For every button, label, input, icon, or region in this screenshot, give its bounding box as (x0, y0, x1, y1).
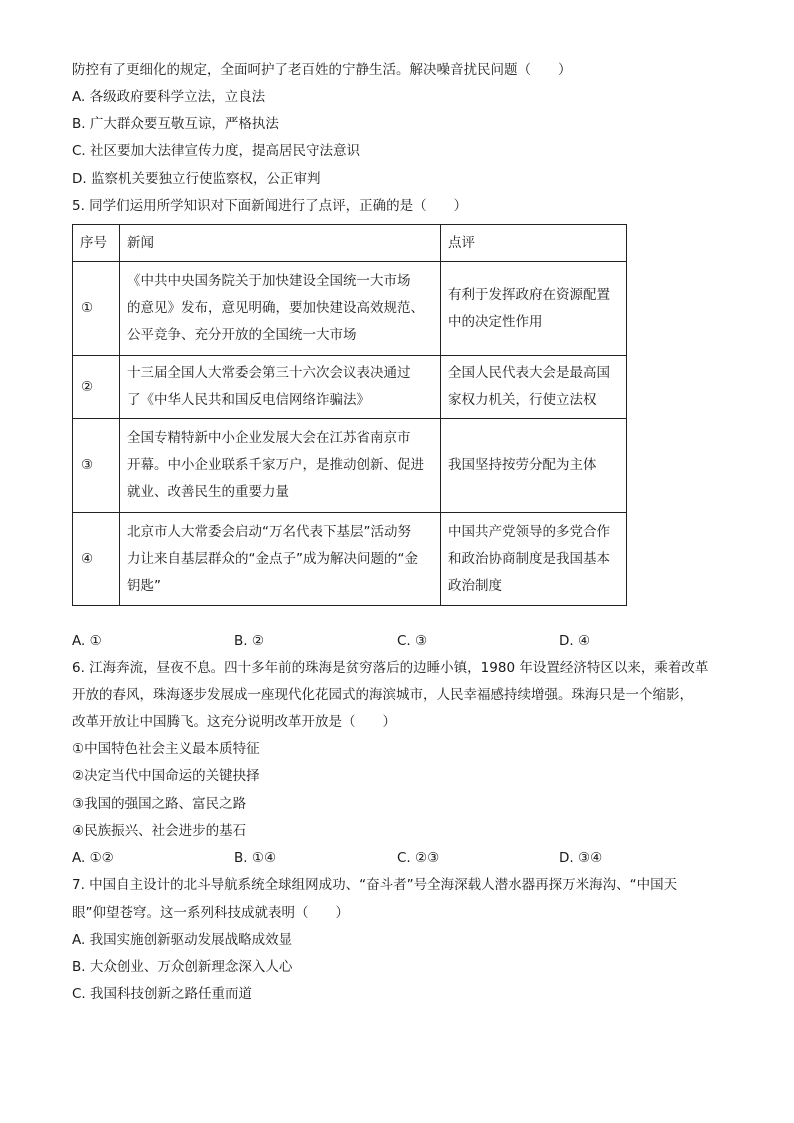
comment-line: 和政治协商制度是我国基本 (448, 550, 610, 567)
comment-line: 我国坚持按劳分配为主体 (448, 457, 597, 473)
q6-option-b: B. ①④ (234, 850, 277, 866)
news-line: 北京市人大常委会启动“万名代表下基层”活动努 (127, 523, 411, 540)
q5-option-b: B. ② (234, 633, 264, 649)
q4-option-a: A. 各级政府要科学立法，立良法 (72, 89, 266, 105)
q6-statement: ③我国的强国之路、富民之路 (72, 796, 247, 812)
row-number: ③ (73, 419, 120, 513)
q5-options (72, 632, 732, 650)
news-table (72, 224, 627, 606)
comment-line: 政治制度 (448, 577, 502, 594)
news-line: 开幕。中小企业联系千家万户，是推动创新、促进 (127, 457, 424, 473)
news-line: 的意见》发布，意见明确，要加快建设高效规范、 (127, 300, 424, 316)
news-line: 力让来自基层群众的“金点子”成为解决问题的“金 (127, 550, 418, 567)
header-number: 序号 (73, 225, 120, 262)
q6-option-a: A. ①② (72, 850, 114, 866)
q4-option-c: C. 社区要加大法律宣传力度，提高居民守法意识 (72, 143, 361, 159)
table-row (73, 356, 627, 419)
row-number: ④ (73, 513, 120, 606)
q6-statement: ①中国特色社会主义最本质特征 (72, 741, 260, 757)
comment-line: 全国人民代表大会是最高国 (448, 365, 610, 381)
news-line: 十三届全国人大常委会第三十六次会议表决通过 (127, 365, 411, 381)
row-number: ① (73, 262, 120, 356)
row-news (120, 419, 441, 513)
header-news: 新闻 (120, 225, 441, 262)
row-comment (441, 419, 627, 513)
q7-option-b: B. 大众创业、万众创新理念深入人心 (72, 959, 293, 975)
q6-stem-line: 开放的春风，珠海逐步发展成一座现代化花园式的海滨城市，人民幸福感持续增强。珠海只是一个缩影， (72, 687, 693, 703)
row-news (120, 356, 441, 419)
q7-option-a: A. 我国实施创新驱动发展战略成效显 (72, 932, 293, 948)
q7-stem-line: 眼”仰望苍穹。这一系列科技成就表明（ ） (72, 905, 349, 921)
news-line: 就业、改善民生的重要力量 (127, 484, 289, 500)
news-line: 钥匙” (127, 577, 161, 594)
news-line: 《中共中央国务院关于加快建设全国统一大市场 (127, 273, 411, 289)
comment-line: 中国共产党领导的多党合作 (448, 523, 610, 540)
q6-option-c: C. ②③ (397, 850, 440, 866)
row-comment (441, 262, 627, 356)
comment-line: 中的决定性作用 (448, 313, 543, 330)
news-line: 全国专精特新中小企业发展大会在江苏省南京市 (127, 430, 411, 446)
table-header-row (73, 225, 627, 262)
table-row (73, 419, 627, 513)
q4-option-b: B. 广大群众要互敬互谅，严格执法 (72, 116, 279, 132)
news-line: 公平竞争、充分开放的全国统一大市场 (127, 327, 357, 343)
comment-line: 家权力机关，行使立法权 (448, 392, 597, 408)
q6-options (72, 849, 732, 867)
q5-option-a: A. ① (72, 633, 102, 649)
q4-stem-tail: 防控有了更细化的规定，全面呵护了老百姓的宁静生活。解决噪音扰民问题（ ） (72, 62, 572, 78)
row-comment (441, 513, 627, 606)
q6-statement: ④民族振兴、社会进步的基石 (72, 823, 247, 839)
q6-stem-line: 6. 江海奔流，昼夜不息。四十多年前的珠海是贫穷落后的边睡小镇，1980 年设置经济特区以来，乘着改革 (72, 660, 709, 676)
news-line: 了《中华人民共和国反电信网络诈骗法》 (127, 392, 370, 408)
q7-option-c: C. 我国科技创新之路任重而道 (72, 986, 253, 1002)
q6-statement: ②决定当代中国命运的关键抉择 (72, 768, 260, 784)
header-comment: 点评 (441, 225, 627, 262)
row-news (120, 262, 441, 356)
comment-line: 有利于发挥政府在资源配置 (448, 286, 610, 303)
q7-stem-line: 7. 中国自主设计的北斗导航系统全球组网成功、“奋斗者”号全海深载人潜水器再探万米海沟、“中国天 (72, 877, 678, 893)
q6-stem-line: 改革开放让中国腾飞。这充分说明改革开放是（ ） (72, 714, 396, 730)
row-number: ② (73, 356, 120, 419)
table-row (73, 262, 627, 356)
q5-option-d: D. ④ (559, 633, 591, 649)
q5-stem: 5. 同学们运用所学知识对下面新闻进行了点评，正确的是（ ） (72, 198, 468, 214)
row-comment (441, 356, 627, 419)
row-news (120, 513, 441, 606)
q4-option-d: D. 监察机关要独立行使监察权，公正审判 (72, 171, 321, 187)
q6-option-d: D. ③④ (559, 850, 603, 866)
table-row (73, 513, 627, 606)
q5-option-c: C. ③ (397, 633, 428, 649)
